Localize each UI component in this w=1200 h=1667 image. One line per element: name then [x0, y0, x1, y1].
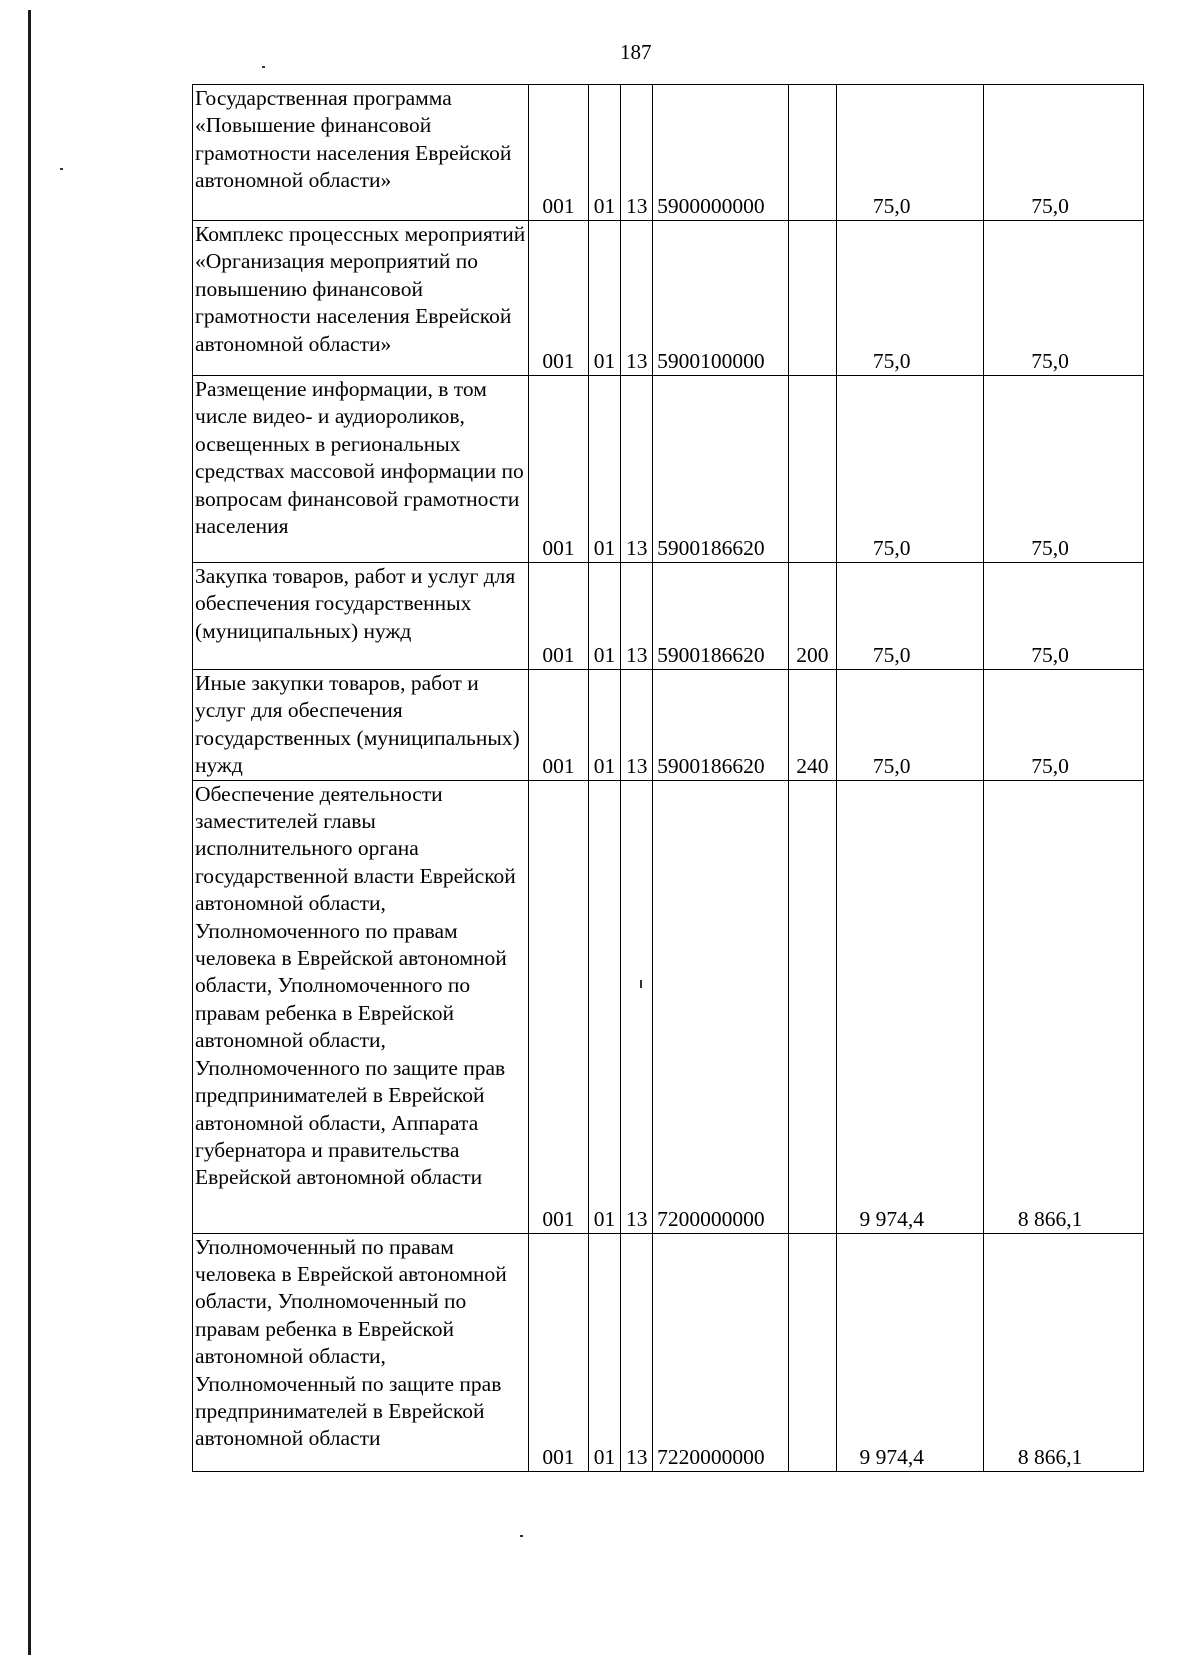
subsection-code-cell: 13	[621, 85, 653, 221]
target-article-code-cell: 5900186620	[653, 563, 788, 670]
target-article-code-cell: 5900000000	[653, 85, 788, 221]
scan-speck	[520, 1535, 523, 1537]
section-code-cell: 01	[588, 85, 621, 221]
scan-speck	[262, 66, 265, 68]
expense-type-cell	[788, 85, 837, 221]
table-row	[193, 376, 1144, 563]
page-number: 187	[620, 40, 652, 64]
table-row	[193, 563, 1144, 670]
target-article-code-cell: 5900186620	[653, 376, 788, 563]
expense-type-cell	[788, 221, 837, 376]
admin-code-cell: 001	[529, 221, 588, 376]
subsection-code-cell: 13	[621, 1233, 653, 1471]
year1-amount-cell: 75,0	[837, 563, 984, 670]
year2-amount-cell: 75,0	[984, 85, 1144, 221]
table-row	[193, 670, 1144, 781]
target-article-code-cell: 5900186620	[653, 670, 788, 781]
admin-code-cell: 001	[529, 670, 588, 781]
year2-amount-cell: 8 866,1	[984, 780, 1144, 1233]
year2-amount-cell: 75,0	[984, 670, 1144, 781]
year2-amount-cell: 75,0	[984, 563, 1144, 670]
section-code-cell: 01	[588, 221, 621, 376]
subsection-code-cell: 13	[621, 221, 653, 376]
section-code-cell: 01	[588, 1233, 621, 1471]
row-name-cell: Обеспечение деятельности заместителей главы исполнительного органа государственной власти Еврейской автономной области, Уполномоченного по правам человека в Еврейской автономной области, Уполномоченного по правам ребенка в Еврейской автономной области, Уполномоченного по защите прав предпринимателей в Еврейской автономной области, Аппарата губернатора и правительства Еврейской автономной области	[193, 780, 529, 1233]
section-code-cell: 01	[588, 376, 621, 563]
table-row	[193, 1233, 1144, 1471]
budget-table	[192, 84, 1144, 1472]
target-article-code-cell: 7200000000	[653, 780, 788, 1233]
row-name-cell: Иные закупки товаров, работ и услуг для обеспечения государственных (муниципальных) нужд	[193, 670, 529, 781]
year1-amount-cell: 9 974,4	[837, 780, 984, 1233]
section-code-cell: 01	[588, 670, 621, 781]
expense-type-cell	[788, 780, 837, 1233]
table-row	[193, 780, 1144, 1233]
row-name-cell: Уполномоченный по правам человека в Еврейской автономной области, Уполномоченный по правам ребенка в Еврейской автономной области, Уполномоченный по защите прав предпринимателей в Еврейской автономной области	[193, 1233, 529, 1471]
table-row	[193, 85, 1144, 221]
section-code-cell: 01	[588, 780, 621, 1233]
year1-amount-cell: 75,0	[837, 670, 984, 781]
year2-amount-cell: 75,0	[984, 376, 1144, 563]
target-article-code-cell: 7220000000	[653, 1233, 788, 1471]
year1-amount-cell: 9 974,4	[837, 1233, 984, 1471]
admin-code-cell: 001	[529, 563, 588, 670]
row-name-cell: Размещение информации, в том числе видео- и аудиороликов, освещенных в региональных средствах массовой информации по вопросам финансовой грамотности населения	[193, 376, 529, 563]
target-article-code-cell: 5900100000	[653, 221, 788, 376]
subsection-code-cell: 13	[621, 376, 653, 563]
subsection-code-cell: 13	[621, 563, 653, 670]
section-code-cell: 01	[588, 563, 621, 670]
admin-code-cell: 001	[529, 1233, 588, 1471]
row-name-cell: Государственная программа «Повышение финансовой грамотности населения Еврейской автономной области»	[193, 85, 529, 221]
year1-amount-cell: 75,0	[837, 221, 984, 376]
row-name-cell: Комплекс процессных мероприятий «Организация мероприятий по повышению финансовой грамотности населения Еврейской автономной области»	[193, 221, 529, 376]
admin-code-cell: 001	[529, 780, 588, 1233]
binding-margin-line	[28, 10, 31, 1655]
admin-code-cell: 001	[529, 85, 588, 221]
expense-type-cell	[788, 376, 837, 563]
expense-type-cell: 200	[788, 563, 837, 670]
year2-amount-cell: 8 866,1	[984, 1233, 1144, 1471]
expense-type-cell: 240	[788, 670, 837, 781]
year1-amount-cell: 75,0	[837, 376, 984, 563]
admin-code-cell: 001	[529, 376, 588, 563]
year2-amount-cell: 75,0	[984, 221, 1144, 376]
table-row	[193, 221, 1144, 376]
year1-amount-cell: 75,0	[837, 85, 984, 221]
budget-table-body	[193, 85, 1144, 1472]
subsection-code-cell: 13	[621, 670, 653, 781]
scan-speck	[60, 168, 63, 170]
row-name-cell: Закупка товаров, работ и услуг для обеспечения государственных (муниципальных) нужд	[193, 563, 529, 670]
subsection-code-cell: 13	[621, 780, 653, 1233]
expense-type-cell	[788, 1233, 837, 1471]
